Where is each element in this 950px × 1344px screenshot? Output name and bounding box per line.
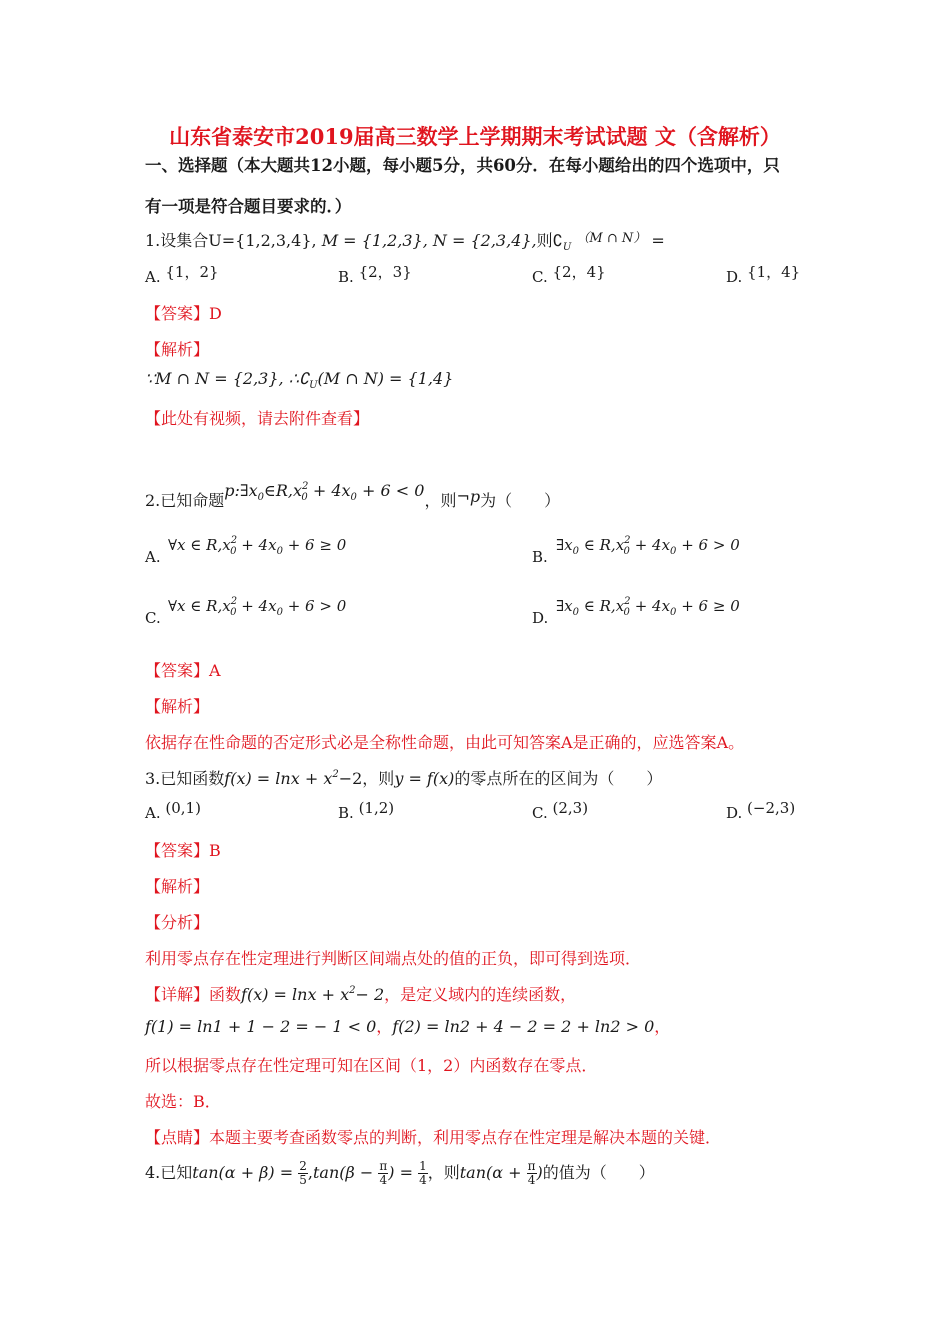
q4-pi2-den: 4: [527, 1173, 536, 1187]
q3-option-c-value: (2,3): [552, 799, 589, 817]
q1-option-d-value: {1，4}: [747, 263, 801, 281]
q1-complement: ∁: [552, 231, 563, 250]
q4-frac1: [298, 1160, 308, 1187]
q4-frac2: [418, 1160, 428, 1187]
q2-option-a-letter: A.: [145, 548, 161, 566]
q2-option-a-value: ∀x ∈ $R,x^2_0 + 4x_0 + 6 \ge 0$: [168, 535, 347, 557]
q4-tan3-end: ): [536, 1163, 543, 1182]
q4-stem: [145, 1160, 655, 1187]
q1-option-a-letter: A.: [145, 268, 161, 286]
q1-option-d-letter: D.: [726, 268, 743, 286]
q3-answer: [145, 838, 221, 861]
q4-frac-pi1: [378, 1160, 388, 1187]
q2-then: ，则: [424, 491, 457, 510]
q3-comment: [145, 1125, 721, 1148]
q3-choose: 故选：B．: [145, 1092, 221, 1111]
q1-option-c: [532, 263, 606, 287]
q1-analysis-label: 【解析】: [145, 340, 210, 359]
q2-d-q: ∃x: [556, 597, 573, 615]
q3-conclusion: 所以根据零点存在性定理可知在区间（1，2）内函数存在零点．: [145, 1056, 598, 1075]
q1-solution-text: ∵M ∩ N = {2,3}, ∴∁: [145, 369, 310, 388]
q2-option-a: [145, 548, 161, 566]
q1-option-b-value: {2，3}: [358, 263, 412, 281]
q4-frac1-den: 5: [299, 1173, 307, 1187]
q2-prop-b: ∈R,x: [264, 481, 302, 500]
q4-tail: 的值为（ ）: [542, 1163, 655, 1182]
q2-option-d-letter: D.: [532, 609, 549, 627]
q1-paren: （M ∩ N）: [576, 231, 647, 246]
q1-solution-end: (M ∩ N) = {1,4}: [317, 369, 454, 388]
q2-solution: 依据存在性命题的否定形式必是全称性命题，由此可知答案A是正确的，应选答案A。: [145, 733, 745, 752]
q3-option-b-letter: B.: [338, 804, 354, 822]
q3-detail-fx-end: − 2: [355, 985, 385, 1004]
q2-stem: [145, 481, 561, 511]
q1-set-m: M = {1,2,3},: [321, 231, 428, 250]
q2-d-q2: ∈ R,x: [583, 597, 625, 615]
q3-option-a-letter: A.: [145, 804, 161, 822]
q3-option-d-value: (−2,3): [747, 799, 796, 817]
q1-video-note: 【此处有视频，请去附件查看】: [145, 409, 370, 428]
q1-option-b: [338, 263, 412, 287]
q1-u: U: [562, 242, 572, 253]
q2-answer-label: 【答案】: [145, 661, 210, 680]
q2-c-q: ∀x ∈ R,x: [168, 597, 231, 615]
section-heading-line2: 有一项是符合题目要求的．）: [145, 197, 352, 216]
q3-fenxi-text: 利用零点存在性定理进行判断区间端点处的值的正负，即可得到选项．: [145, 949, 642, 968]
q3-option-c-letter: C.: [532, 804, 548, 822]
q2-option-c-letter: C.: [145, 609, 161, 627]
q2-answer: [145, 658, 221, 681]
q4-frac1-num: 2: [299, 1159, 307, 1173]
q2-option-d-value: $\exists x_0$ ∈ $R,x^2_0 + 4x_0 + 6 \ge 0$: [556, 596, 740, 618]
q2-option-b-letter: B.: [532, 548, 548, 566]
q1-solution-u: U: [309, 380, 318, 391]
q3-detail-post: ，是定义域内的连续函数，: [384, 985, 577, 1004]
q3-detail: 【详解】函数$f(x) = \ln x + x^2- 2$，是定义域内的连续函数，: [145, 985, 577, 1004]
q3-answer-value: B: [209, 841, 221, 860]
q2-b-end: + 6 > 0: [681, 536, 740, 554]
q1-then: 则: [536, 231, 553, 250]
q3-calc2: f(2) = ln2 + 4 − 2 = 2 + ln2 > 0: [392, 1017, 655, 1036]
q3-option-d-letter: D.: [726, 804, 743, 822]
q4-then: ，则: [427, 1163, 460, 1182]
q2-option-b-value: $\exists x_0$ ∈ $R,x^2_0 + 4x_0 + 6 > 0$: [556, 535, 740, 557]
q4-tan2: tan(β −: [313, 1163, 374, 1182]
q2-b-mid: + 4x: [634, 536, 671, 554]
q3-answer-label: 【答案】: [145, 841, 210, 860]
q2-c-mid: + 4x: [241, 597, 277, 615]
q2-prop-d: + 6 < 0: [362, 481, 425, 500]
q3-fx: f(x) = lnx + x: [224, 769, 333, 788]
q1-set-n: N = {2,3,4},: [432, 231, 537, 250]
q4-stem-text: 4.已知: [145, 1163, 193, 1182]
q4-frac2-num: 1: [419, 1159, 427, 1173]
q3-yfx: y = f(x): [394, 769, 455, 788]
q3-stem-end: 的零点所在的区间为（ ）: [454, 769, 663, 788]
q3-calc-end: ，: [654, 1017, 671, 1036]
q3-fx-end: −2，则: [338, 769, 395, 788]
q3-option-b: [338, 799, 395, 822]
q4-pi1-den: 4: [379, 1173, 388, 1187]
q3-detail-pre: 函数: [209, 985, 242, 1004]
q2-d-end: + 6 ≥ 0: [681, 597, 740, 615]
q1-option-c-value: {2，4}: [552, 263, 606, 281]
q2-b-q2: ∈ R,x: [583, 536, 625, 554]
q2-a-mid: + 4x: [241, 536, 277, 554]
q3-detail-label: 【详解】: [145, 985, 210, 1004]
q2-answer-value: A: [209, 661, 221, 680]
section-heading-line1: 一、选择题（本大题共12小题，每小题5分，共60分．在每小题给出的四个选项中，只: [145, 156, 780, 175]
q3-calc: [145, 1014, 670, 1037]
q3-option-a: [145, 799, 201, 822]
q1-answer: [145, 301, 222, 324]
q2-prop-c: + 4x: [312, 481, 351, 500]
q3-comment-label: 【点睛】: [145, 1128, 210, 1147]
q2-analysis-label: 【解析】: [145, 697, 210, 716]
q1-answer-label: 【答案】: [145, 304, 210, 323]
q1-option-d: [726, 263, 801, 287]
q1-solution: [145, 369, 454, 391]
q1-answer-value: D: [209, 304, 222, 323]
q2-option-c-value: ∀x ∈ $R,x^2_0 + 4x_0 + 6 > 0$: [168, 596, 347, 618]
page-title: 山东省泰安市2019届高三数学上学期期末考试试题 文（含解析）: [169, 124, 781, 149]
q3-calc-sep: ，: [376, 1017, 393, 1036]
q2-prop-a: p:∃x: [224, 481, 258, 500]
q4-tan2-end: ) =: [388, 1163, 413, 1182]
q3-option-d: [726, 799, 796, 822]
q2-tail: 为（ ）: [480, 491, 561, 510]
q4-pi2-num: π: [527, 1159, 536, 1173]
q3-stem-text: 3.已知函数: [145, 769, 225, 788]
q1-eq: =: [651, 231, 665, 250]
q2-a-q: ∀x ∈ R,x: [168, 536, 231, 554]
q2-option-d: [532, 609, 548, 627]
q2-option-b: [532, 548, 548, 566]
q4-tan3: tan(α +: [459, 1163, 522, 1182]
q3-calc1: f(1) = ln1 + 1 − 2 = − 1 < 0: [145, 1017, 377, 1036]
q2-proposition: $p:\exists x_0\in R,x^2_0 + 4x_0 + 6 < 0$: [224, 481, 425, 503]
q3-stem: 3.已知函数$f(x) = \ln x + x^2-2$，则y = f(x)的零点所在的区间为（ ）: [145, 769, 663, 788]
q1-stem: [145, 228, 665, 251]
q1-stem-text: 1.设集合U={1,2,3,4},: [145, 231, 317, 250]
q2-c-end: + 6 > 0: [287, 597, 347, 615]
q4-pi1-num: π: [379, 1159, 388, 1173]
q1-option-a-value: {1，2}: [165, 263, 219, 281]
q4-tan1: tan(α + β) =: [192, 1163, 294, 1182]
q2-b-q: ∃x: [556, 536, 573, 554]
q1-option-c-letter: C.: [532, 268, 548, 286]
q3-detail-fx: f(x) = lnx + x: [241, 985, 350, 1004]
q2-option-c: [145, 609, 161, 627]
q2-stem-text: 2.已知命题: [145, 491, 225, 510]
q3-option-c: [532, 799, 589, 822]
q2-d-mid: + 4x: [634, 597, 671, 615]
q4-sep: ,: [307, 1163, 313, 1182]
q2-not-p: ¬p: [456, 487, 481, 506]
q3-option-a-value: (0,1): [165, 799, 201, 817]
q3-fenxi-label: 【分析】: [145, 913, 210, 932]
q3-option-b-value: (1,2): [358, 799, 395, 817]
q1-option-a: [145, 263, 219, 287]
q2-a-end: + 6 ≥ 0: [287, 536, 347, 554]
q4-frac2-den: 4: [419, 1173, 427, 1187]
q3-analysis-label: 【解析】: [145, 877, 210, 896]
q3-comment-text: 本题主要考查函数零点的判断，利用零点存在性定理是解决本题的关键．: [209, 1128, 722, 1147]
q1-option-b-letter: B.: [338, 268, 354, 286]
q4-frac-pi2: [527, 1160, 537, 1187]
